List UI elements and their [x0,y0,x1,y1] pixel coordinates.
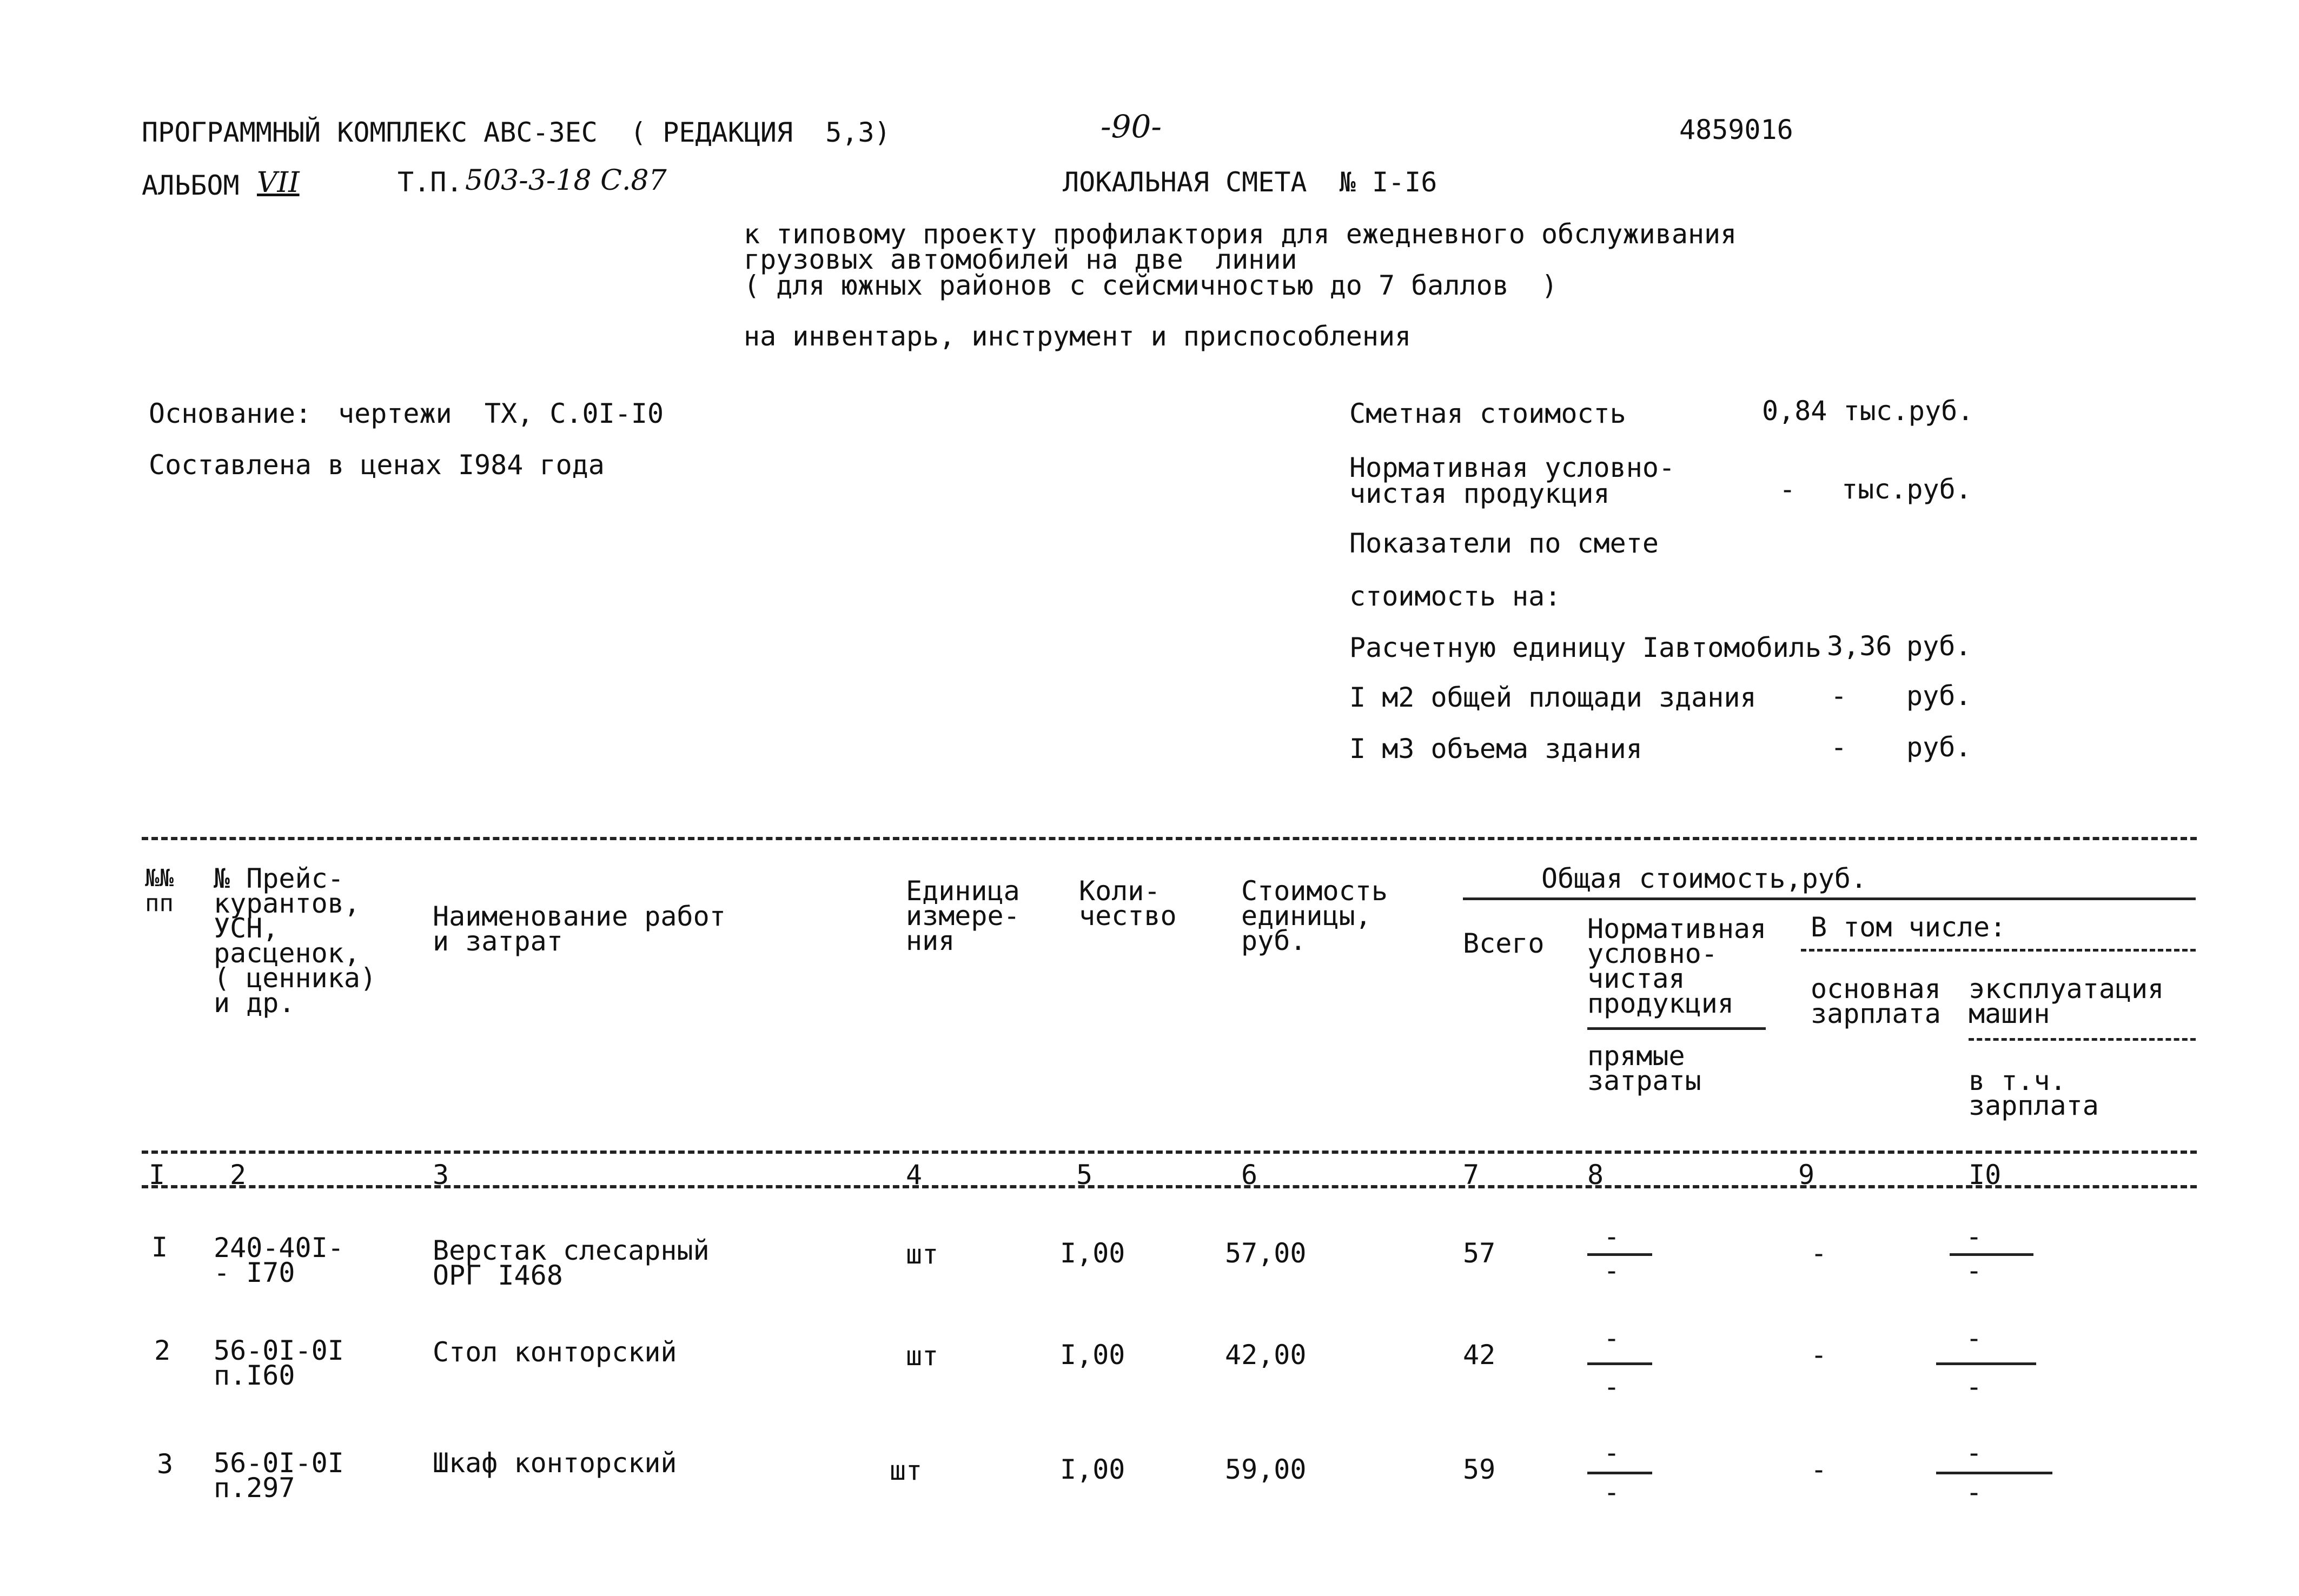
per-m3-value: - [1831,732,1847,763]
column-number: 2 [230,1159,247,1191]
row-total: 42 [1463,1339,1496,1371]
per-unit-unit: руб. [1906,630,1972,662]
row-machine-salary: - [1966,1477,1983,1508]
row-work-name: Верстак слесарный ОРГ I468 [433,1235,710,1291]
per-m2-unit: руб. [1906,680,1972,711]
page-number: -90- [1101,108,1162,145]
row-quantity: I,00 [1060,1238,1125,1269]
header-row-number: №№ пп [145,864,174,917]
row-price-code: 240-40I- - I70 [214,1232,344,1288]
header-total-cost-group: Общая стоимость,руб. [1541,863,1867,894]
total-cost-rule [1463,897,2196,900]
row-unit-cost: 59,00 [1225,1454,1307,1485]
cell-split-rule [1587,1362,1652,1365]
description-line-3: ( для южных районов с сейсмичностью до 7 баллов ) [744,270,1558,301]
column-number: 4 [906,1159,923,1191]
cell-split-rule [1936,1362,2036,1365]
column-numbers-bottom-rule [142,1185,2197,1188]
row-price-code: 56-0I-0I п.I60 [214,1335,344,1391]
column-number: 5 [1076,1159,1093,1191]
description-line-2: грузовых автомобилей на две линии [744,244,1297,275]
including-rule [1801,949,2196,952]
header-including-group: В том числе: [1811,912,2006,943]
tp-value: 503-3-18 С.87 [465,164,667,197]
header-unit-cost: Стоимость единицы, руб. [1241,875,1388,956]
basis-value: чертежи ТХ, С.0I-I0 [338,398,664,429]
row-machine-operation: - [1966,1437,1983,1468]
header-unit: Единица измере- ния [906,875,1020,956]
per-m3-label: I м3 объема здания [1349,733,1642,764]
album-number: VII [257,167,300,199]
column-number: 8 [1587,1159,1604,1191]
header-base-salary: основная зарплата [1811,973,1941,1029]
per-unit-value: 3,36 [1827,630,1892,662]
row-unit: шт [906,1340,939,1372]
per-unit-label: Расчетную единицу Iавтомобиль [1349,632,1821,663]
album-label: АЛЬБОМ [142,170,240,201]
row-unit: шт [890,1455,923,1486]
prices-year-line: Составлена в ценах I984 года [149,449,605,481]
cell-split-rule [1587,1253,1652,1256]
per-m3-unit: руб. [1906,732,1972,763]
column-numbers-top-rule [142,1151,2197,1154]
row-machine-salary: - [1966,1255,1983,1286]
normative-value: - [1779,474,1796,505]
tp-label: Т.П. [397,167,463,198]
column-number: 3 [433,1159,449,1191]
row-normative-product: - [1604,1437,1620,1468]
normative-label-2: чистая продукция [1349,478,1610,509]
row-normative-product: - [1604,1221,1620,1252]
row-number: 2 [154,1335,171,1366]
description-line-4: на инвентарь, инструмент и приспособления [744,321,1412,352]
row-total: 57 [1463,1238,1496,1269]
column-number: 7 [1463,1159,1480,1191]
row-quantity: I,00 [1060,1454,1125,1485]
normative-unit: тыс.руб. [1841,474,1972,505]
machine-split-rule [1969,1038,2196,1041]
row-normative-product: - [1604,1322,1620,1354]
indicators-label: Показатели по смете [1349,528,1659,559]
header-direct-costs: прямые затраты [1587,1040,1701,1096]
per-m2-value: - [1831,680,1847,711]
column-number: 9 [1798,1159,1815,1191]
header-quantity: Коли- чество [1079,875,1177,932]
cell-split-rule [1950,1253,2033,1256]
header-machine-salary: в т.ч. зарплата [1969,1065,2099,1121]
header-total: Всего [1463,928,1545,959]
header-work-name: Наименование работ и затрат [433,901,726,957]
row-direct-costs: - [1604,1371,1620,1402]
cell-split-rule [1587,1472,1652,1474]
estimate-title: ЛОКАЛЬНАЯ СМЕТА № I-I6 [1063,167,1437,198]
row-unit-cost: 57,00 [1225,1238,1307,1269]
row-number: I [151,1232,168,1263]
column-number: 6 [1241,1159,1258,1191]
row-direct-costs: - [1604,1255,1620,1286]
row-price-code: 56-0I-0I п.297 [214,1447,344,1504]
row-machine-operation: - [1966,1322,1983,1354]
column-number: I0 [1969,1159,2002,1191]
header-machine-operation: эксплуатация машин [1969,973,2164,1029]
header-normative-product: Нормативная условно- чистая продукция [1587,913,1767,1019]
row-work-name: Шкаф конторский [433,1447,677,1479]
basis-label: Основание: [149,398,312,429]
estimated-cost-label: Сметная стоимость [1349,398,1626,429]
document-number: 4859016 [1679,114,1793,145]
column-number: I [149,1159,165,1191]
row-base-salary: - [1811,1339,1827,1371]
row-unit-cost: 42,00 [1225,1339,1307,1371]
row-number: 3 [157,1448,174,1480]
program-line: ПРОГРАММНЫЙ КОМПЛЕКС АВС-ЗЕС ( РЕДАКЦИЯ 5,3) [142,117,891,148]
row-quantity: I,00 [1060,1339,1125,1371]
cell-split-rule [1936,1472,2052,1474]
row-machine-operation: - [1966,1221,1983,1252]
row-total: 59 [1463,1454,1496,1485]
per-m2-label: I м2 общей площади здания [1349,682,1757,713]
estimated-cost-value: 0,84 тыс.руб. [1762,395,1974,427]
header-price-list: № Прейс- курантов, УСН, расценок, ( ценника) и др. [214,863,377,1019]
row-base-salary: - [1811,1454,1827,1485]
row-machine-salary: - [1966,1371,1983,1402]
row-direct-costs: - [1604,1477,1620,1508]
normative-label-1: Нормативная условно- [1349,452,1675,483]
row-unit: шт [906,1239,939,1270]
description-line-1: к типовому проекту профилактория для ежедневного обслуживания [744,218,1737,250]
row-work-name: Стол конторский [433,1336,677,1368]
table-top-rule [142,837,2197,840]
normative-split-rule [1587,1027,1766,1030]
row-base-salary: - [1811,1238,1827,1269]
cost-on-label: стоимость на: [1349,581,1561,612]
